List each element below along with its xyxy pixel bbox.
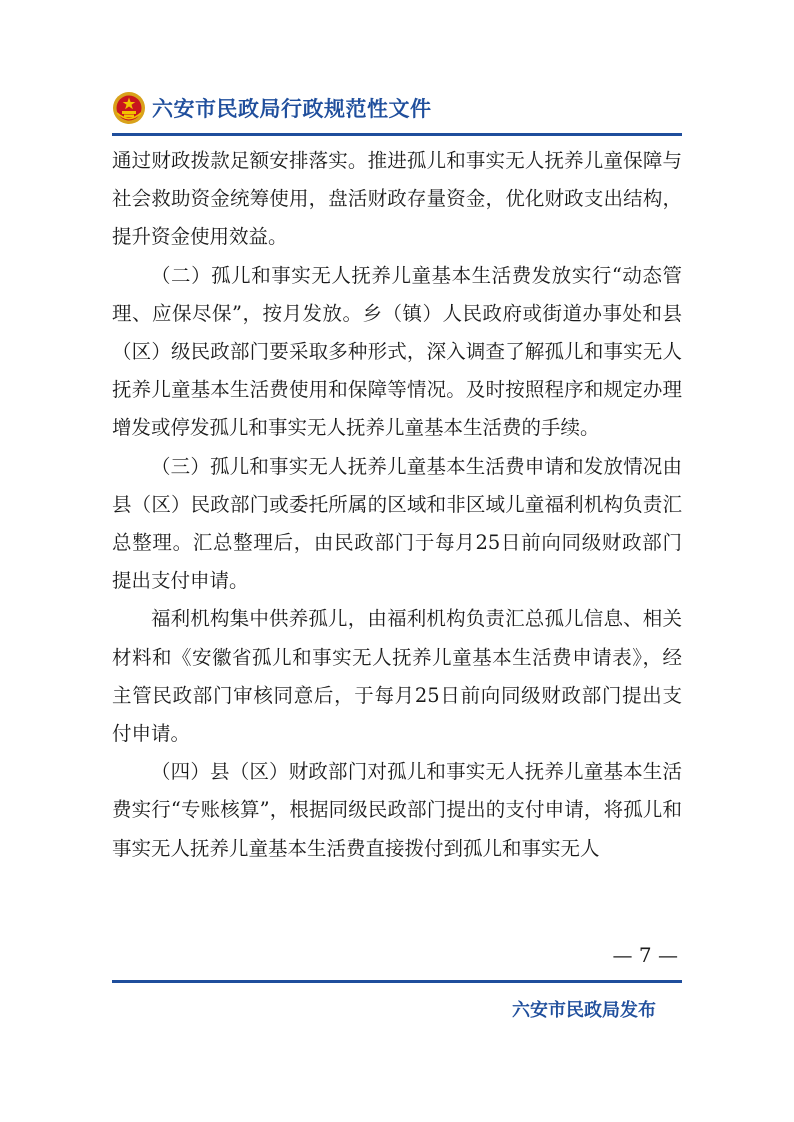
page-number: — 7 —: [612, 943, 678, 967]
footer-publisher: 六安市民政局发布: [512, 1000, 656, 1021]
header-title: 六安市民政局行政规范性文件: [152, 97, 432, 121]
paragraph-4: 福利机构集中供养孤儿，由福利机构负责汇总孤儿信息、相关材料和《安徽省孤儿和事实无人抚养儿童基本生活费申请表》，经主管民政部门审核同意后，于每月25日前向同级财政部门提出支付申请。: [112, 607, 682, 746]
paragraph-3: （三）孤儿和事实无人抚养儿童基本生活费申请和发放情况由县（区）民政部门或委托所属的区域和非区域儿童福利机构负责汇总整理。汇总整理后，由民政部门于每月25日前向同级财政部门提出支付申请。: [112, 454, 682, 593]
header-divider: [112, 133, 682, 136]
paragraph-1: 通过财政拨款足额安排落实。推进孤儿和事实无人抚养儿童保障与社会救助资金统筹使用，盘活财政存量资金，优化财政支出结构，提升资金使用效益。: [112, 149, 682, 249]
national-emblem-icon: [112, 91, 146, 125]
paragraph-2: （二）孤儿和事实无人抚养儿童基本生活费发放实行“动态管理、应保尽保”，按月发放。乡（镇）人民政府或街道办事处和县（区）级民政部门要采取多种形式，深入调查了解孤儿和事实无人抚养儿童基本生活费使用和保障等情况。及时按照程序和规定办理增发或停发孤儿和事实无人抚养儿童基本生活费的手续。: [112, 263, 682, 440]
footer-divider: [112, 980, 682, 983]
document-header: [112, 88, 432, 128]
paragraph-5: （四）县（区）财政部门对孤儿和事实无人抚养儿童基本生活费实行“专账核算”，根据同级民政部门提出的支付申请，将孤儿和事实无人抚养儿童基本生活费直接拨付到孤儿和事实无人: [112, 760, 682, 860]
document-body: [112, 142, 682, 868]
